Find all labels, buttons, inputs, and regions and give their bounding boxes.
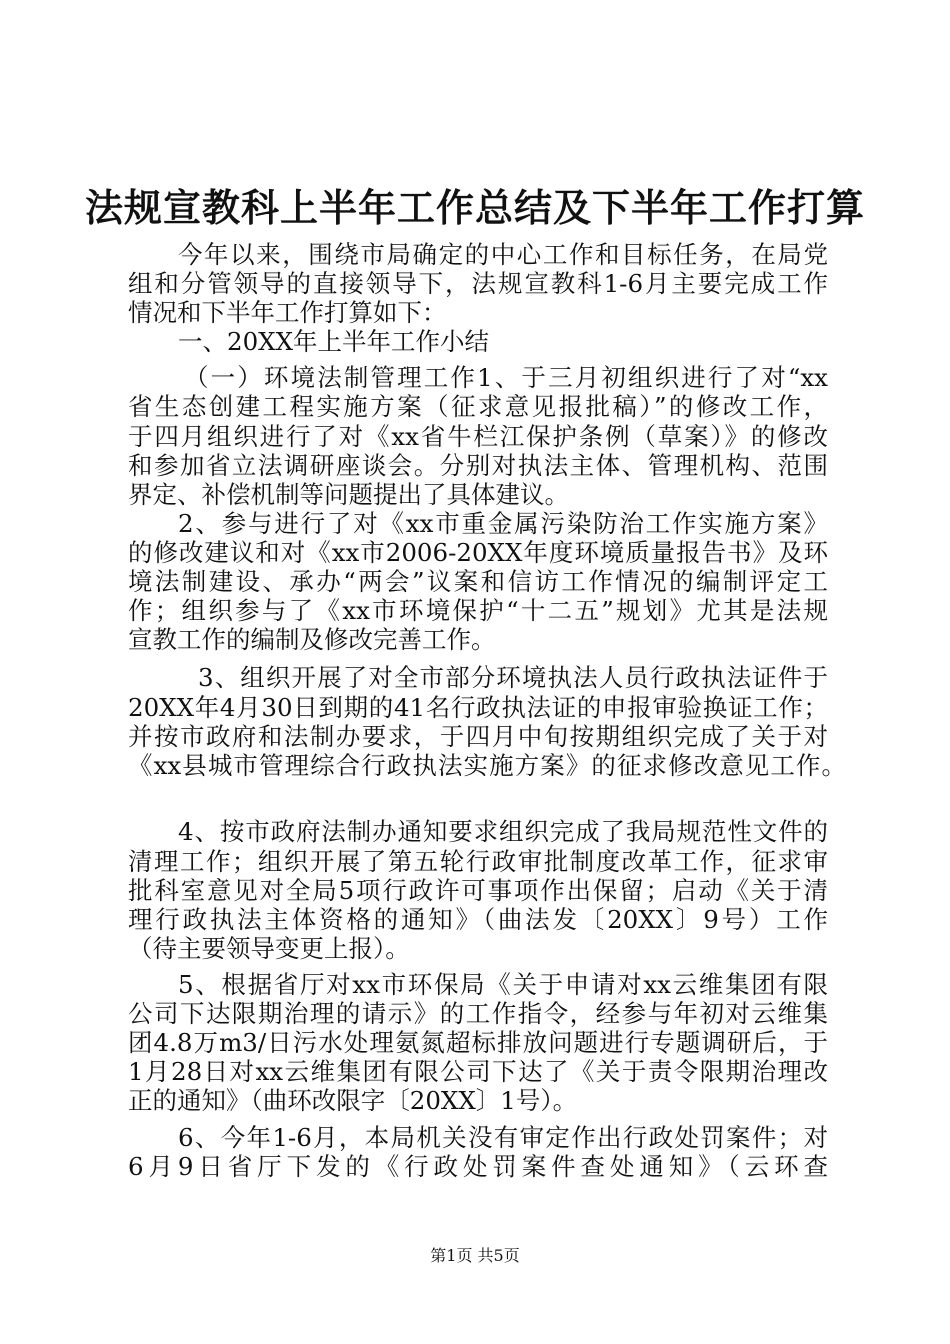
body-line-30: 6月9日省厅下发的《行政处罚案件查处通知》（云环查 [128, 1152, 828, 1181]
body-line-24: 5、根据省厅对xx市环保局《关于申请对xx云维集团有限 [178, 970, 828, 999]
body-line-1: 今年以来，围绕市局确定的中心工作和目标任务，在局党 [178, 240, 828, 269]
body-line-7: 于四月组织进行了对《xx省牛栏江保护条例（草案）》的修改 [128, 422, 828, 451]
body-line-25: 公司下达限期治理的请示》的工作指令，经参与年初对云维集 [128, 999, 828, 1028]
body-line-3: 情况和下半年工作打算如下： [128, 298, 447, 327]
body-line-5: （一）环境法制管理工作1、于三月初组织进行了对“xx [184, 363, 828, 392]
body-line-28: 正的通知》（曲环改限字〔20XX〕1号）。 [128, 1086, 578, 1115]
body-line-13: 作；组织参与了《xx市环境保护“十二五”规划》尤其是法规 [128, 596, 828, 625]
body-line-29: 6、今年1-6月，本局机关没有审定作出行政处罚案件；对 [178, 1123, 828, 1152]
body-line-21: 批科室意见对全局5项行政许可事项作出保留；启动《关于清 [128, 876, 828, 905]
body-line-23: （待主要领导变更上报）。 [128, 934, 410, 963]
body-line-20: 清理工作；组织开展了第五轮行政审批制度改革工作，征求审 [128, 847, 828, 876]
section-heading-1: 一、20XX年上半年工作小结 [178, 327, 490, 356]
body-line-14: 宣教工作的编制及修改完善工作。 [128, 625, 496, 654]
body-line-19: 4、按市政府法制办通知要求组织完成了我局规范性文件的 [178, 817, 828, 846]
body-line-6: 省生态创建工程实施方案（征求意见报批稿）”的修改工作， [128, 392, 828, 421]
body-line-9: 界定、补偿机制等问题提出了具体建议。 [128, 480, 569, 509]
body-line-8: 和参加省立法调研座谈会。分别对执法主体、管理机构、范围 [128, 451, 828, 480]
body-line-22: 理行政执法主体资格的通知》（曲法发〔20XX〕9号）工作 [128, 905, 828, 934]
body-line-26: 团4.8万m3/日污水处理氨氮超标排放问题进行专题调研后，于 [128, 1028, 828, 1057]
body-line-16: 20XX年4月30日到期的41名行政执法证的申报审验换证工作； [128, 693, 828, 722]
body-line-2: 组和分管领导的直接领导下，法规宣教科1-6月主要完成工作 [128, 269, 828, 298]
body-line-10: 2、参与进行了对《xx市重金属污染防治工作实施方案》 [178, 509, 828, 538]
page-footer: 第1页 共5页 [430, 1246, 520, 1265]
body-line-27: 1月28日对xx云维集团有限公司下达了《关于责令限期治理改 [128, 1057, 828, 1086]
document-title: 法规宣教科上半年工作总结及下半年工作打算 [84, 185, 865, 230]
body-line-15: 3、组织开展了对全市部分环境执法人员行政执法证件于 [198, 663, 828, 692]
body-line-11: 的修改建议和对《xx市2006-20XX年度环境质量报告书》及环 [128, 538, 828, 567]
body-line-18: 《xx县城市管理综合行政执法实施方案》的征求修改意见工作。 [128, 751, 846, 780]
body-line-17: 并按市政府和法制办要求，于四月中旬按期组织完成了关于对 [128, 722, 828, 751]
body-line-12: 境法制建设、承办“两会”议案和信访工作情况的编制评定工 [128, 567, 828, 596]
